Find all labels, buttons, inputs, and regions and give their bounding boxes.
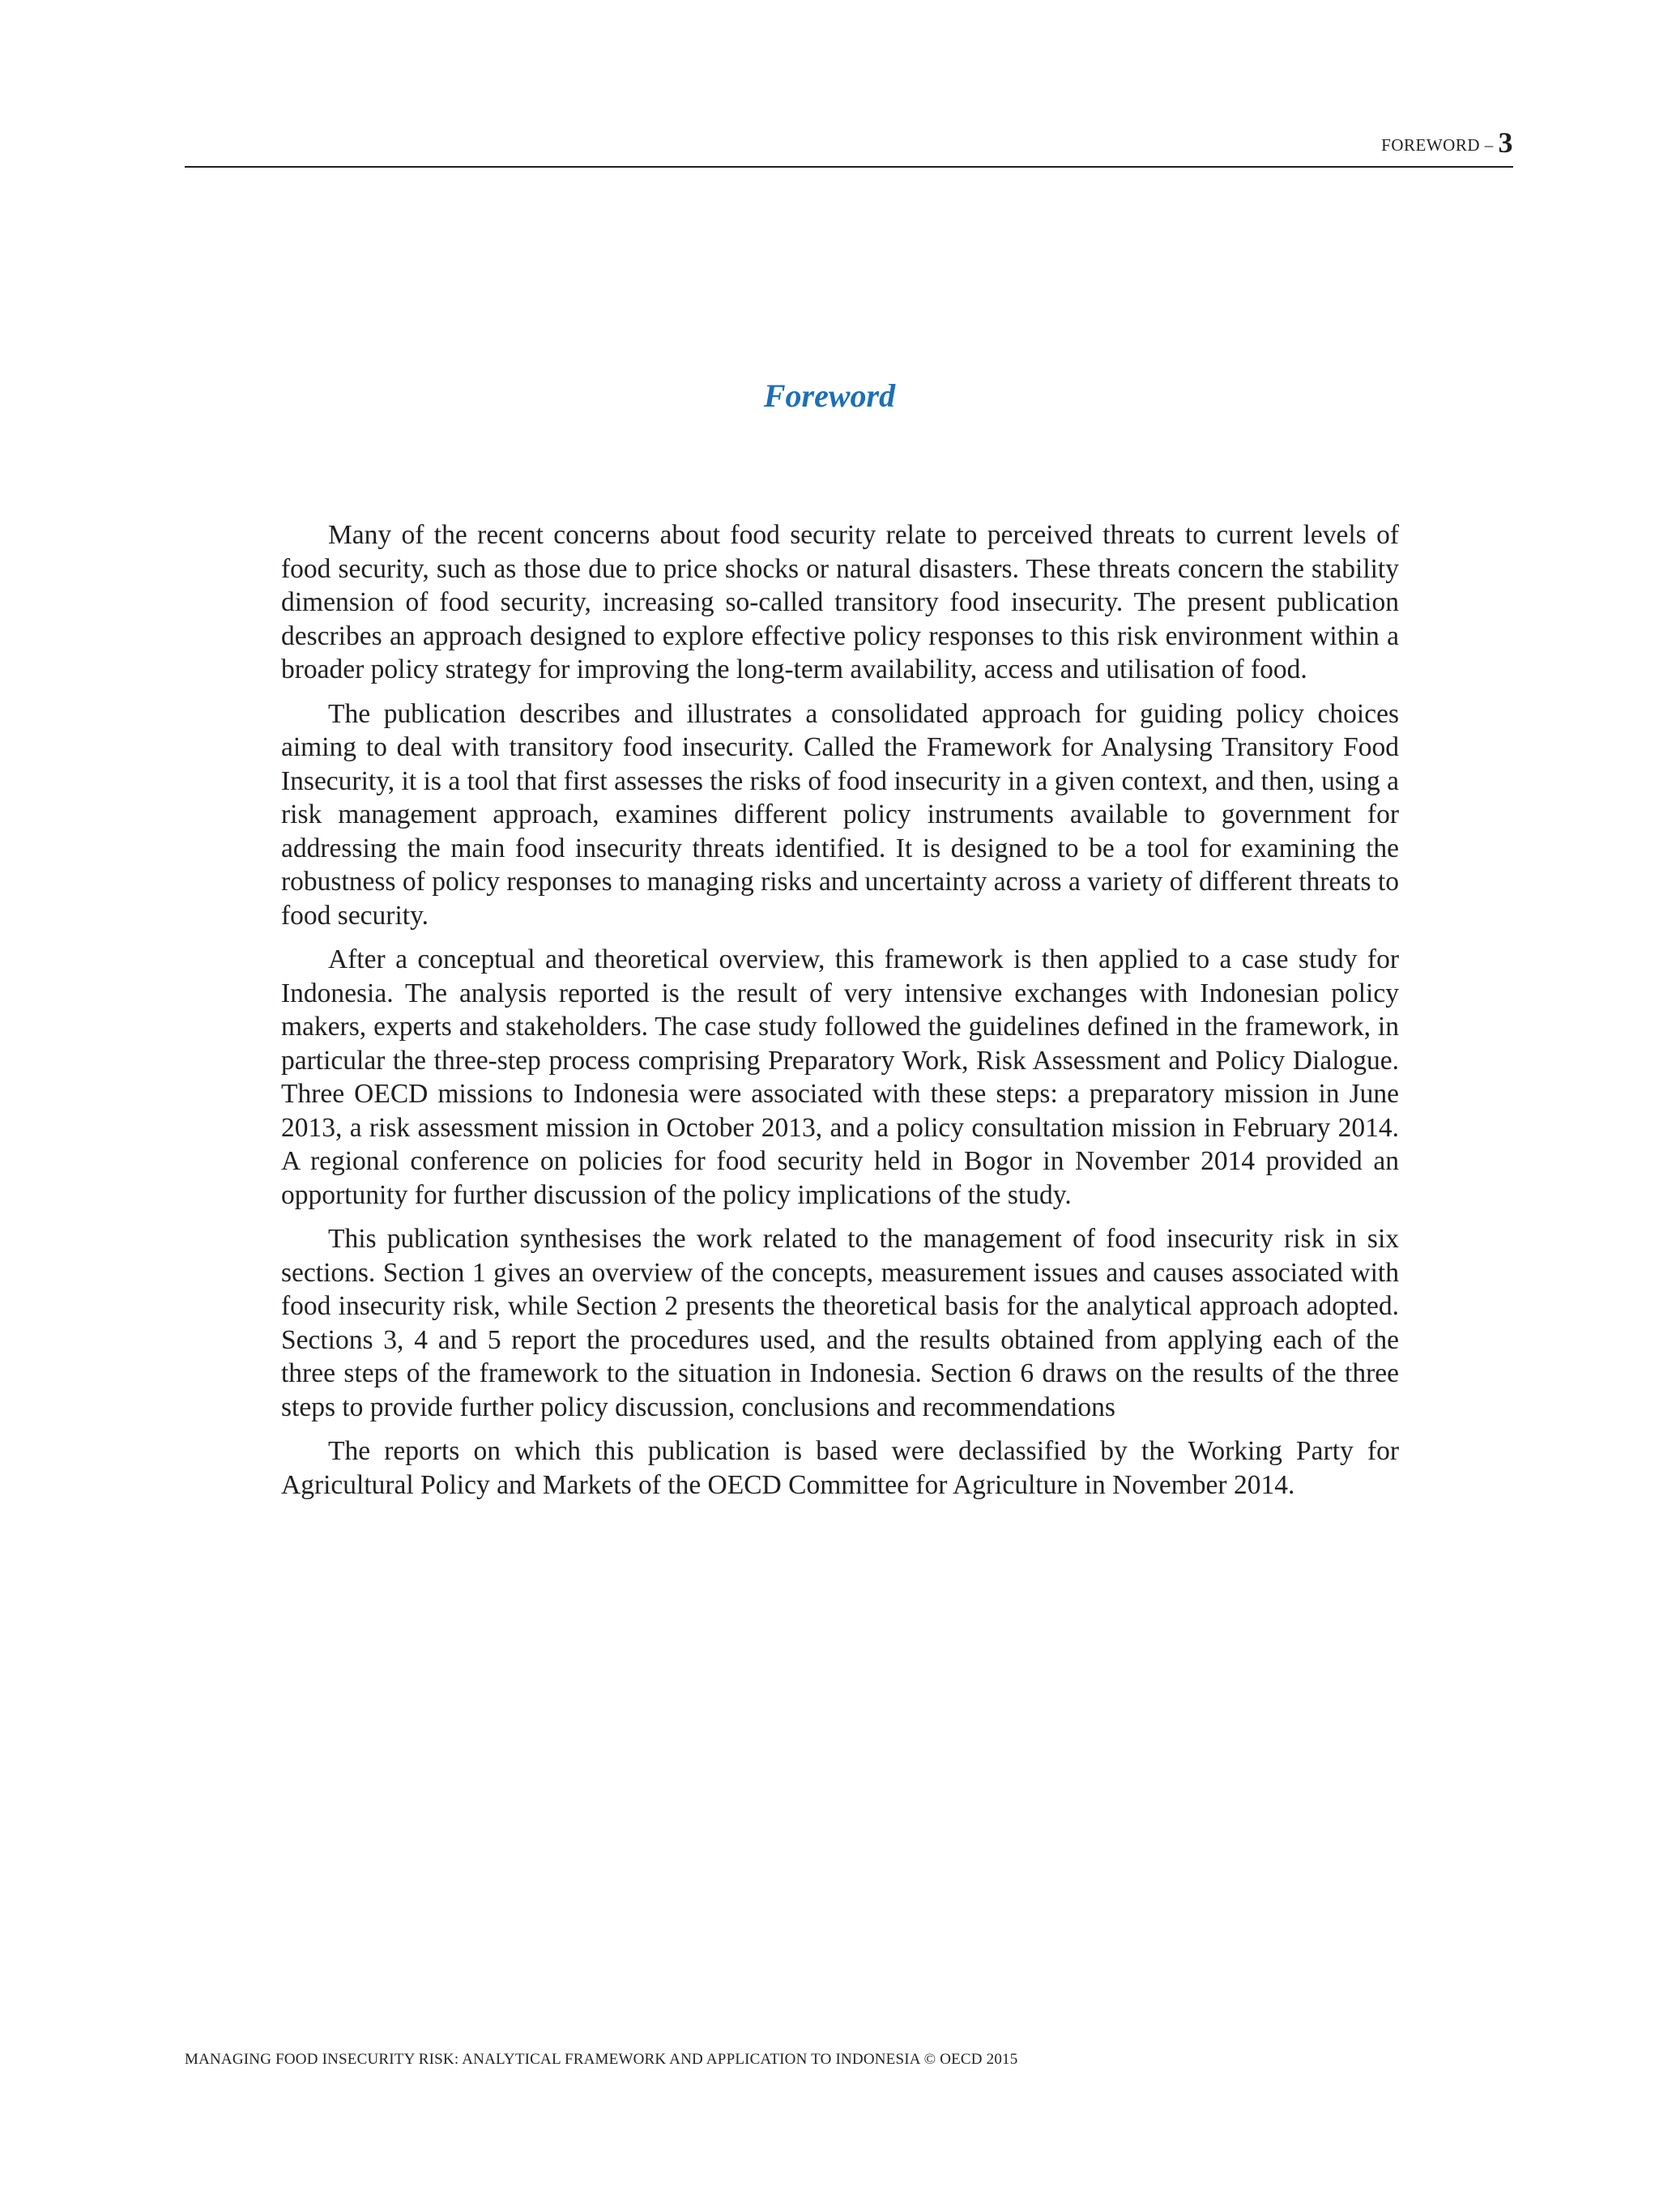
paragraph: The publication describes and illustrates a consolidated approach for guiding policy choices aiming to deal with transitory food insecurity. Called the Framework for Analysing Transitory Food Insecurity, it is a tool that first assesses the risks of food insecurity in a given context, and then, using a risk management approach, examines different policy instruments available to government for addressing the main food insecurity threats identified. It is designed to be a tool for examining the robustness of policy responses to managing risks and uncertainty across a variety of different threats to food security.: [281, 698, 1399, 931]
paragraph: Many of the recent concerns about food security relate to perceived threats to current levels of food security, such as those due to price shocks or natural disasters. These threats concern the stability dimension of food security, increasing so-called transitory food insecurity. The present publication describes an approach designed to explore effective policy responses to this risk environment within a broader policy strategy for improving the long-term availability, access and utilisation of food.: [281, 520, 1399, 684]
paragraph: This publication synthesises the work related to the management of food insecurity risk in six sections. Section 1 gives an overview of the concepts, measurement issues and causes associated with food insecurity risk, while Section 2 presents the theoretical basis for the analytical approach adopted. Sections 3, 4 and 5 report the procedures used, and the results obtained from applying each of the three steps of the framework to the situation in Indonesia. Section 6 draws on the results of the three steps to provide further policy discussion, conclusions and recommendations: [281, 1224, 1399, 1422]
header-section-label: FOREWORD –: [1381, 135, 1499, 155]
body-text: [281, 518, 1399, 1512]
header-divider: [185, 166, 1513, 168]
paragraph: After a conceptual and theoretical overview, this framework is then applied to a case study for Indonesia. The analysis reported is the result of very intensive exchanges with Indonesian policy makers, experts and stakeholders. The case study followed the guidelines defined in the framework, in particular the three-step process comprising Preparatory Work, Risk Assessment and Policy Dialogue. Three OECD missions to Indonesia were associated with these steps: a preparatory mission in June 2013, a risk assessment mission in October 2013, and a policy consultation mission in February 2014. A regional conference on policies for food security held in Bogor in November 2014 provided an opportunity for further discussion of the policy implications of the study.: [281, 944, 1399, 1210]
page-number: 3: [1498, 126, 1513, 159]
paragraph: The reports on which this publication is based were declassified by the Working Party for Agricultural Policy and Markets of the OECD Committee for Agriculture in November 2014.: [281, 1436, 1399, 1500]
page-title: Foreword: [763, 377, 896, 414]
page-footer: MANAGING FOOD INSECURITY RISK: ANALYTICAL FRAMEWORK AND APPLICATION TO INDONESIA © OECD 2015: [185, 2051, 1018, 2068]
running-header: [1381, 128, 1513, 157]
